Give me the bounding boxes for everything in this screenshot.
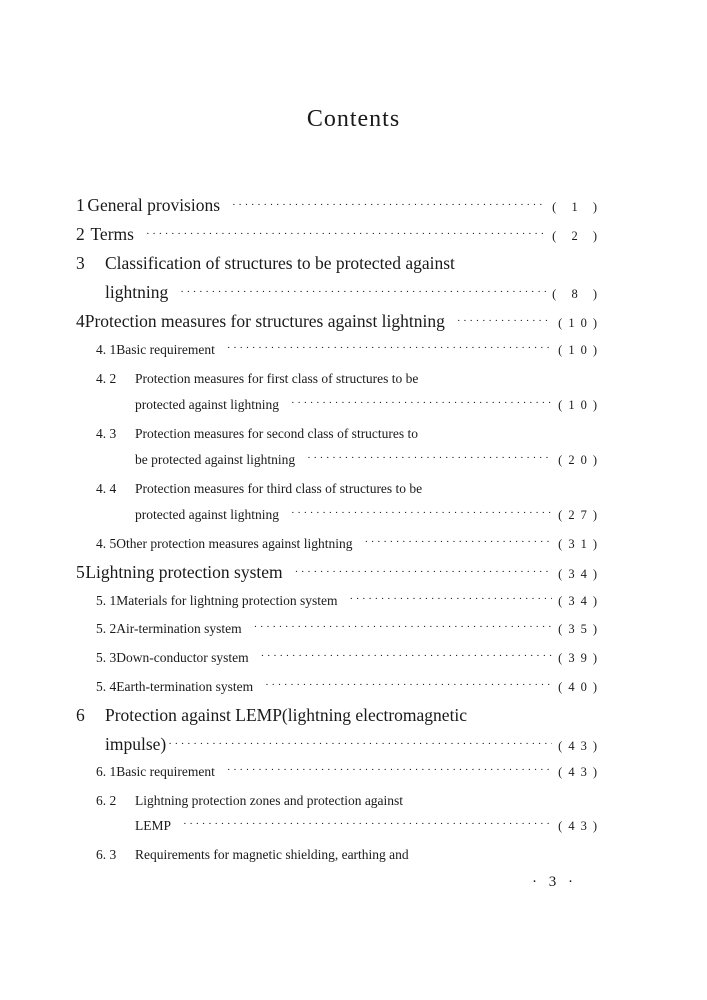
dot-leader [457, 315, 552, 327]
entry-title: General provisions [87, 195, 221, 215]
entry-page: (20) [558, 453, 603, 467]
entry-title-cont: protected against lightning [135, 507, 279, 522]
entry-page: (27) [558, 508, 603, 522]
entry-page: (34) [558, 567, 603, 581]
dot-leader [295, 566, 553, 578]
dot-leader [291, 397, 552, 409]
entry-number: 4. 4 [96, 481, 117, 496]
entry-title-cont: impulse) [105, 734, 167, 754]
toc-entry-5-3[interactable] [96, 650, 603, 666]
toc-entry-4[interactable] [76, 311, 603, 332]
toc-entry-3-cont[interactable] [105, 282, 603, 303]
dot-leader [291, 507, 552, 519]
entry-number: 6. 1 [96, 764, 117, 779]
dot-leader [261, 650, 553, 662]
dot-leader [227, 342, 552, 354]
entry-title: Protection against LEMP(lightning electromagnetic [105, 705, 468, 725]
dot-leader [307, 452, 552, 464]
entry-number: 3 [76, 253, 85, 273]
dot-leader [349, 593, 552, 605]
dot-leader [183, 818, 552, 830]
entry-title: Air-termination system [116, 621, 242, 636]
entry-title-cont: lightning [105, 282, 169, 302]
entry-title: Earth-termination system [116, 679, 254, 694]
entry-page: (35) [558, 622, 603, 636]
page-title: Contents [306, 106, 401, 132]
entry-title-cont: protected against lightning [135, 397, 279, 412]
entry-title: Lightning protection system [85, 562, 283, 582]
entry-page: ( 2 ) [552, 229, 603, 243]
entry-number: 5. 1 [96, 593, 117, 608]
entry-page: (34) [558, 594, 603, 608]
entry-page: (40) [558, 680, 603, 694]
entry-title: Down-conductor system [116, 650, 249, 665]
entry-number: 5. 3 [96, 650, 117, 665]
toc-entry-5[interactable] [76, 562, 603, 583]
toc-entry-4-2-cont[interactable] [135, 397, 603, 413]
toc-entry-6-cont[interactable] [105, 734, 603, 755]
entry-number: 6. 2 [96, 793, 117, 808]
entry-page: (31) [558, 537, 603, 551]
toc-entry-2[interactable] [76, 224, 603, 245]
entry-page: (43) [558, 819, 603, 833]
entry-title: Materials for lightning protection system [116, 593, 338, 608]
dot-leader [265, 679, 552, 691]
toc-entry-5-1[interactable] [96, 593, 603, 609]
entry-page: (10) [558, 343, 603, 357]
toc-entry-3[interactable] [76, 253, 455, 274]
entry-number: 2 [76, 224, 85, 244]
entry-number: 4 [76, 311, 85, 331]
dot-leader [146, 228, 546, 240]
toc-entry-6-2-cont[interactable] [135, 818, 603, 834]
entry-title: Protection measures for first class of structures to be [135, 371, 419, 386]
entry-number: 1 [76, 195, 85, 215]
entry-number: 6. 3 [96, 847, 117, 862]
toc-entry-5-4[interactable] [96, 679, 603, 695]
entry-number: 4. 2 [96, 371, 117, 386]
entry-page: (43) [558, 765, 603, 779]
entry-title-cont: be protected against lightning [135, 452, 296, 467]
entry-page: (10) [558, 316, 603, 330]
toc-entry-6-3[interactable] [96, 847, 409, 863]
entry-number: 6 [76, 705, 85, 725]
dot-leader [227, 764, 552, 776]
dot-leader [168, 738, 552, 750]
dot-leader [180, 286, 546, 298]
dot-leader [364, 536, 552, 548]
toc-entry-4-2[interactable] [96, 371, 418, 387]
toc-entry-4-4-cont[interactable] [135, 507, 603, 523]
entry-title: Protection measures for structures against lightning [84, 311, 445, 331]
toc-entry-6-2[interactable] [96, 793, 403, 809]
entry-number: 5. 2 [96, 621, 117, 636]
entry-title: Lightning protection zones and protection against [135, 793, 404, 808]
toc-entry-4-3-cont[interactable] [135, 452, 603, 468]
entry-number: 4. 5 [96, 536, 117, 551]
toc-entry-4-5[interactable] [96, 536, 603, 552]
toc-entry-4-1[interactable] [96, 342, 603, 358]
entry-title: Requirements for magnetic shielding, earthing and [135, 847, 409, 862]
entry-title: Basic requirement [116, 764, 215, 779]
entry-title: Classification of structures to be protected against [105, 253, 455, 273]
entry-title: Terms [90, 224, 134, 244]
entry-number: 4. 3 [96, 426, 117, 441]
toc-entry-5-2[interactable] [96, 621, 603, 637]
entry-number: 5. 4 [96, 679, 117, 694]
dot-leader [254, 621, 553, 633]
entry-page: ( 1 ) [552, 200, 603, 214]
entry-page: (43) [558, 739, 603, 753]
toc-entry-6-1[interactable] [96, 764, 603, 780]
toc-entry-1[interactable] [76, 195, 603, 216]
entry-title-cont: LEMP [135, 818, 172, 833]
entry-title: Protection measures for second class of structures to [135, 426, 419, 441]
toc-entry-6[interactable] [76, 705, 467, 726]
entry-page: (10) [558, 398, 603, 412]
entry-number: 5 [76, 562, 85, 582]
entry-title: Protection measures for third class of structures to be [135, 481, 423, 496]
entry-page: ( 8 ) [552, 287, 603, 301]
dot-leader [232, 199, 546, 211]
entry-title: Basic requirement [116, 342, 215, 357]
entry-number: 4. 1 [96, 342, 117, 357]
page-number: · 3 · [532, 874, 577, 890]
entry-page: (39) [558, 651, 603, 665]
entry-title: Other protection measures against lightning [116, 536, 353, 551]
toc-entry-4-4[interactable] [96, 481, 422, 497]
toc-entry-4-3[interactable] [96, 426, 418, 442]
